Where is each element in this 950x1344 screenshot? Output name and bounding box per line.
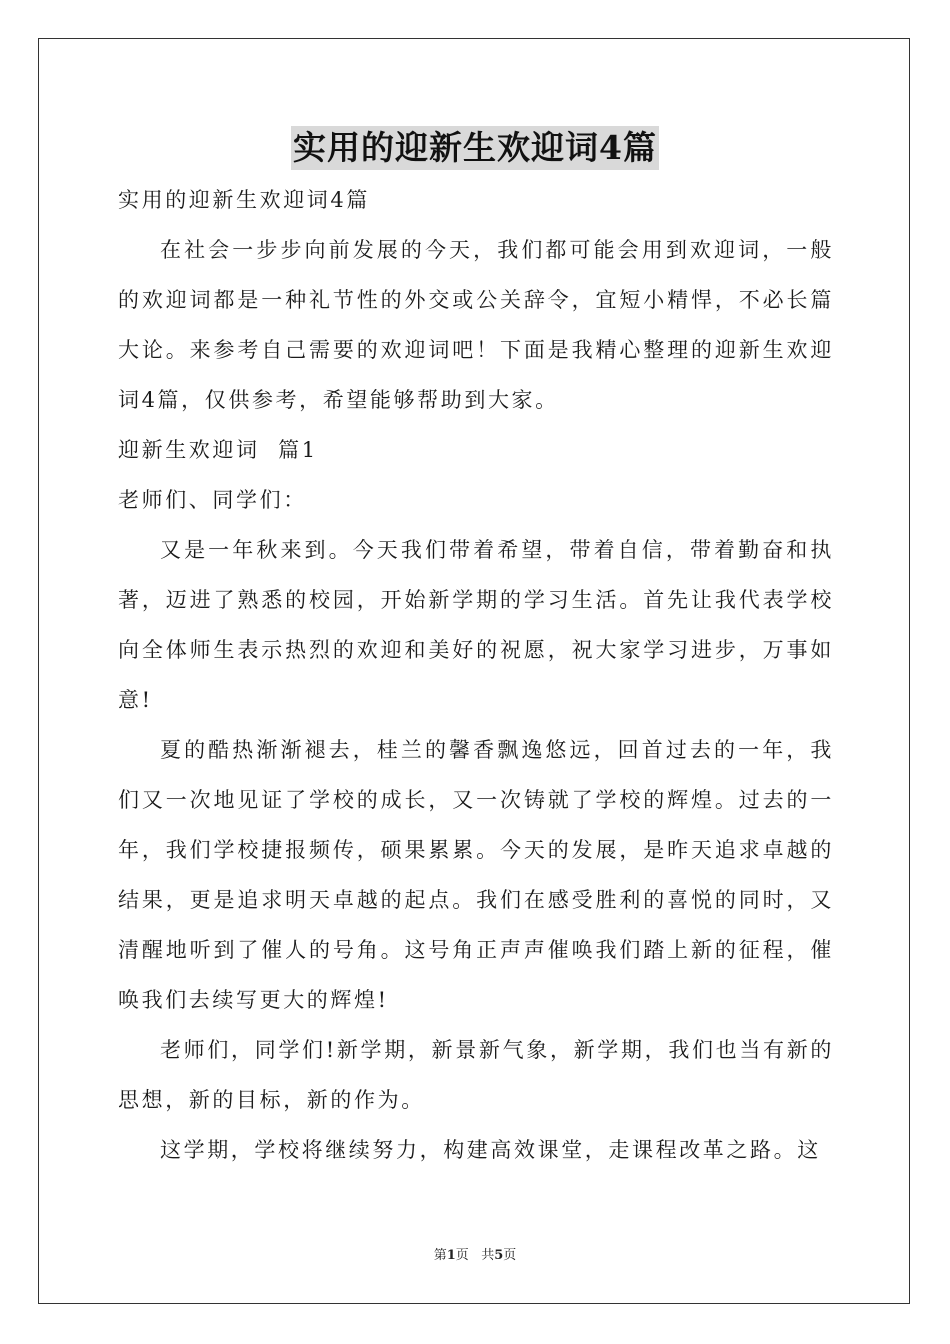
paragraph: 夏的酷热渐渐褪去，桂兰的馨香飘逸悠远，回首过去的一年，我们又一次地见证了学校的成长，又一次铸就了学校的辉煌。过去的一年，我们学校捷报频传，硕果累累。今天的发展，是昨天追求卓越的结果，更是追求明天卓越的起点。我们在感受胜利的喜悦的同时，又清醒地听到了催人的号角。这号角正声声催唤我们踏上新的征程，催唤我们去续写更大的辉煌! [118, 738, 834, 1012]
page-suffix: 页 [455, 1248, 469, 1263]
page-footer [0, 1246, 950, 1266]
paragraph: 实用的迎新生欢迎词4篇 [118, 188, 370, 212]
total-prefix: 共 [481, 1248, 495, 1263]
section-heading: 迎新生欢迎词 篇1 [118, 438, 318, 462]
page-prefix: 第 [433, 1248, 447, 1263]
paragraph: 又是一年秋来到。今天我们带着希望，带着自信，带着勤奋和执著，迈进了熟悉的校园，开始新学期的学习生活。首先让我代表学校向全体师生表示热烈的欢迎和美好的祝愿，祝大家学习进步，万事如意! [118, 538, 834, 712]
current-page-number: 1 [446, 1248, 456, 1263]
paragraph: 这学期，学校将继续努力，构建高效课堂，走课程改革之路。这 [160, 1138, 821, 1162]
document-title: 实用的迎新生欢迎词4篇 [291, 126, 659, 170]
paragraph: 在社会一步步向前发展的今天，我们都可能会用到欢迎词，一般的欢迎词都是一种礼节性的外交或公关辞令，宜短小精悍，不必长篇大论。来参考自己需要的欢迎词吧！下面是我精心整理的迎新生欢迎词4篇，仅供参考，希望能够帮助到大家。 [118, 238, 834, 412]
total-suffix: 页 [503, 1248, 517, 1263]
document-body [118, 175, 834, 1175]
salutation: 老师们、同学们： [118, 488, 307, 512]
paragraph: 老师们，同学们!新学期，新景新气象，新学期，我们也当有新的思想，新的目标，新的作为。 [118, 1038, 834, 1112]
total-pages-number: 5 [494, 1248, 504, 1263]
title-area [0, 126, 950, 170]
